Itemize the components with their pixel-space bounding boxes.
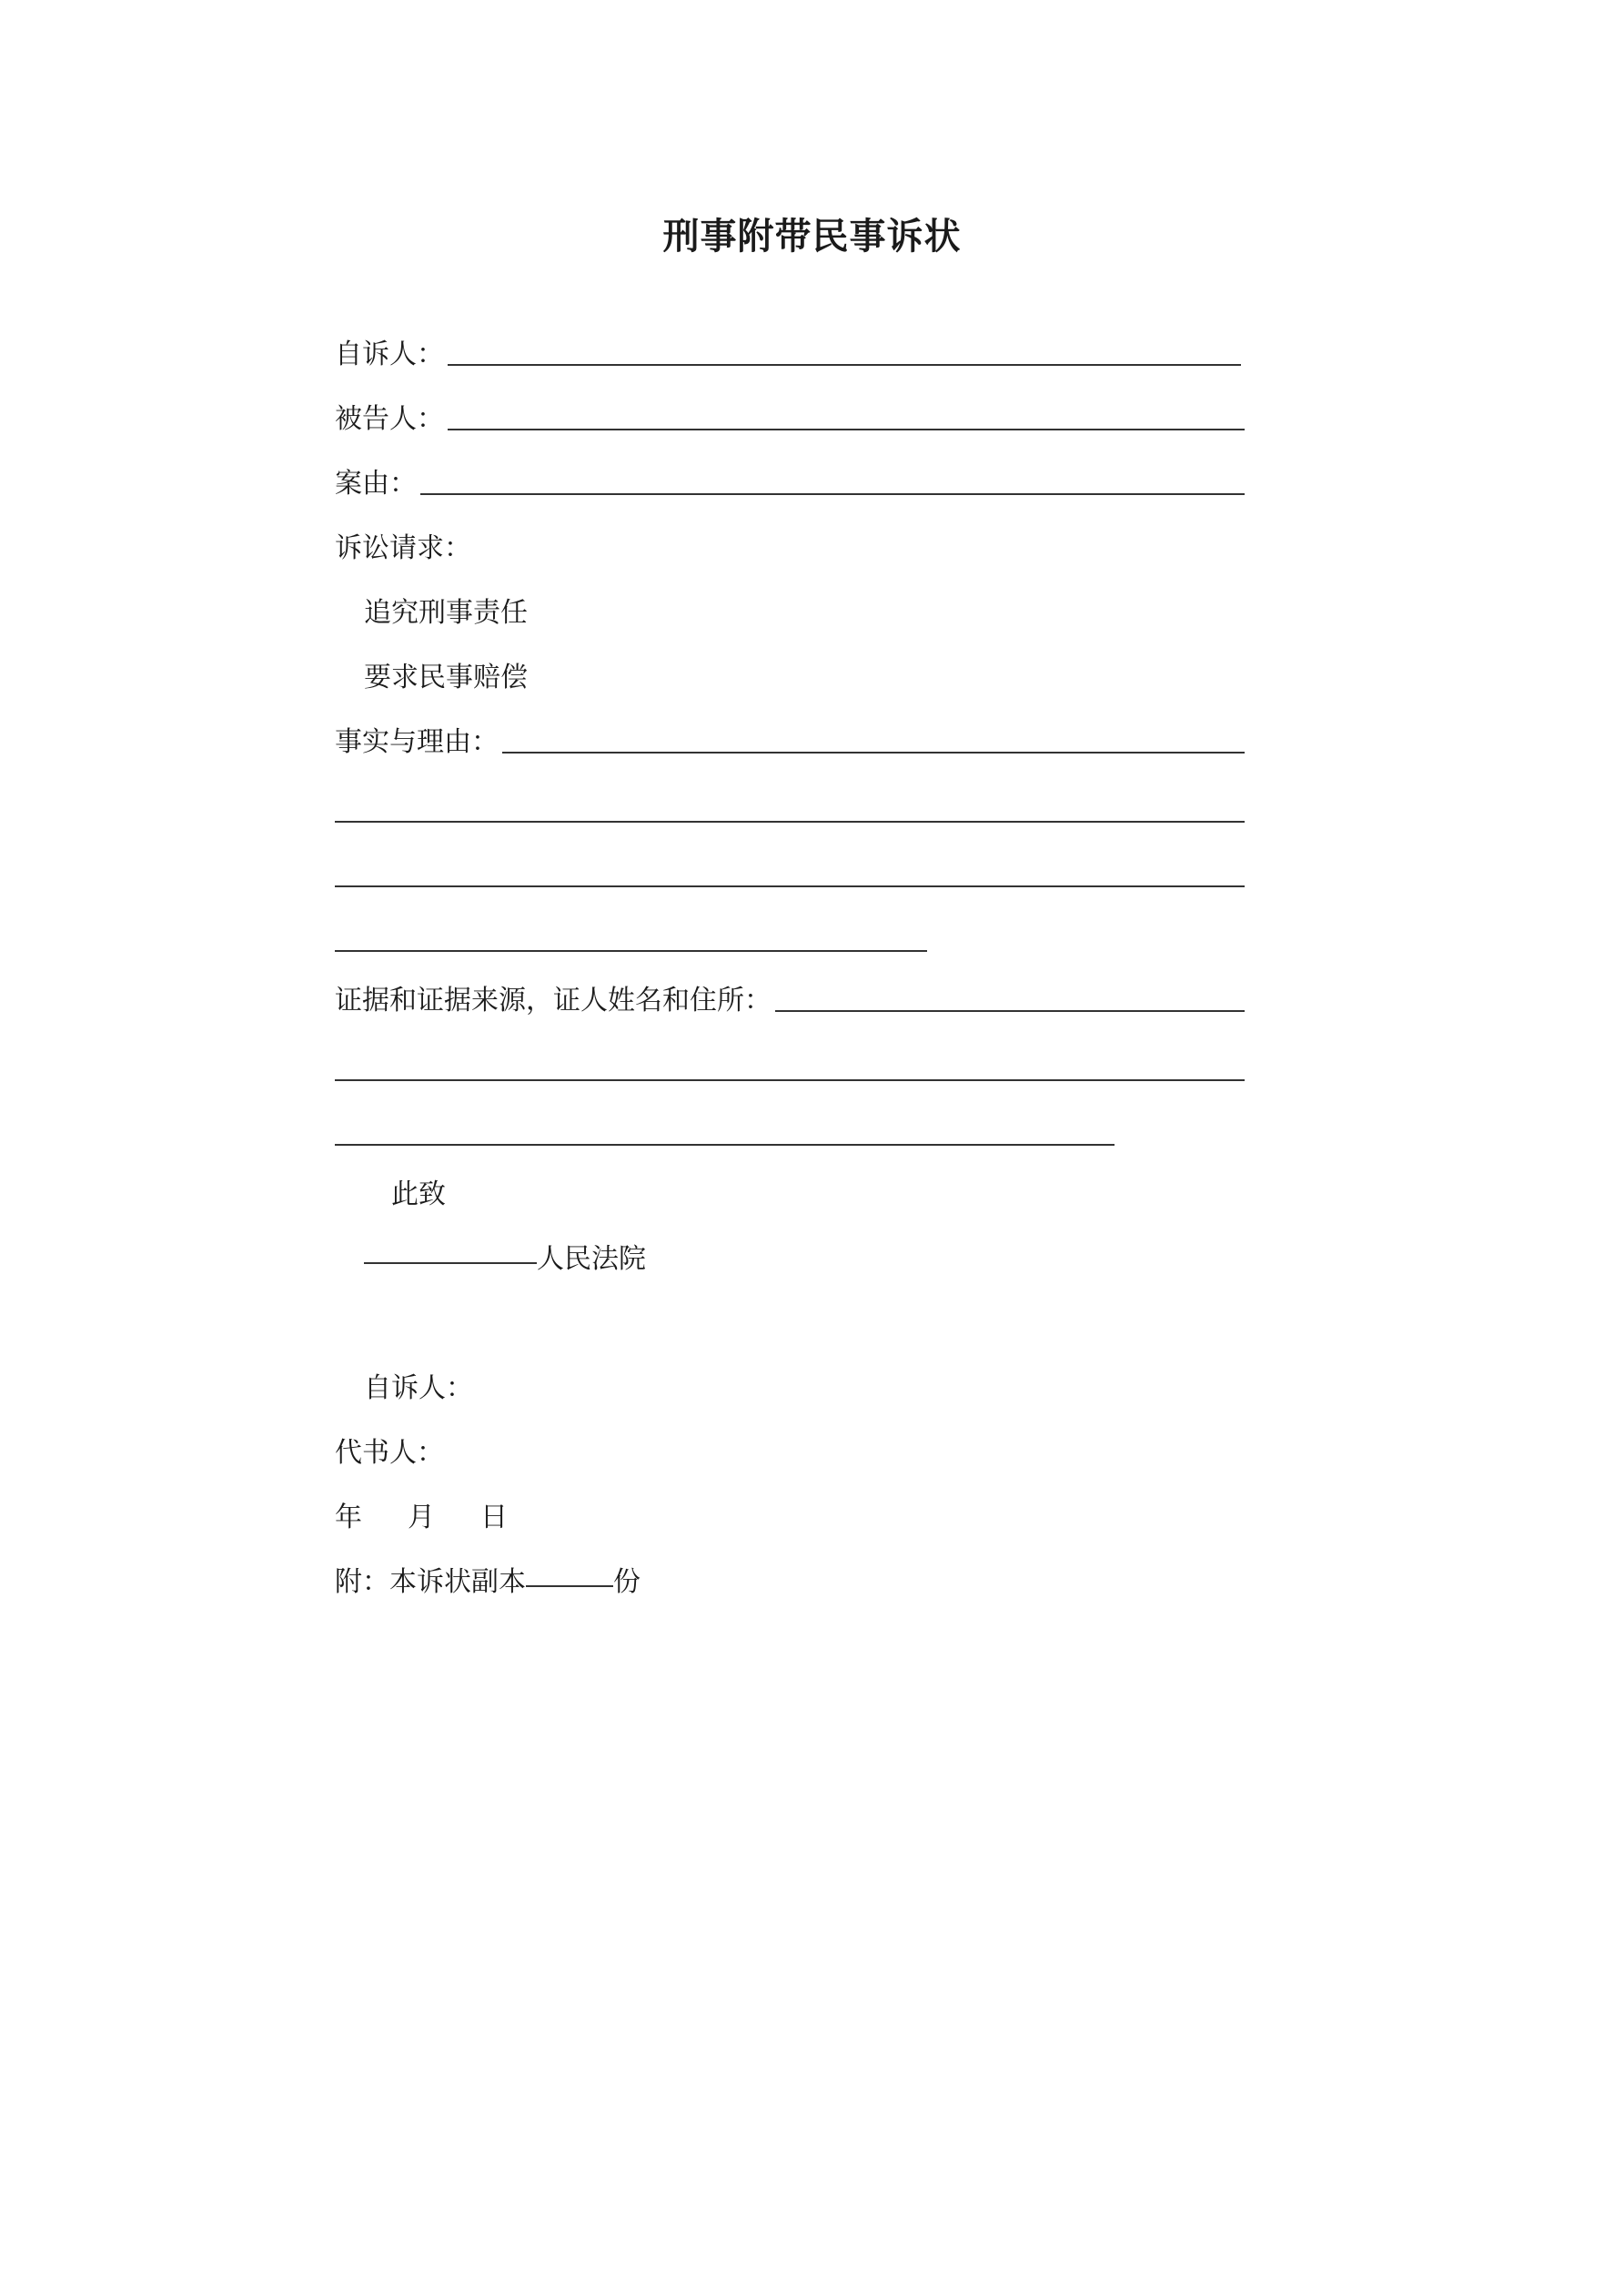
- attachment-suffix: 份: [613, 1566, 641, 1598]
- salutation: 此致: [391, 1178, 446, 1210]
- attachment-line: [335, 1561, 641, 1604]
- facts-blank-2[interactable]: [335, 821, 1245, 823]
- date-month: 月: [408, 1502, 435, 1533]
- facts-label: 事实与理由：: [335, 726, 499, 758]
- attachment-prefix: 附：本诉状副本: [335, 1566, 526, 1598]
- claims-label: 诉讼请求：: [335, 532, 471, 564]
- document-title: 刑事附带民事诉状: [662, 215, 962, 258]
- facts-field: [335, 721, 1245, 764]
- defendant-label: 被告人：: [335, 403, 444, 435]
- facts-blank-1[interactable]: [502, 752, 1245, 754]
- court-line: [364, 1238, 646, 1281]
- date-day: 日: [480, 1502, 508, 1533]
- signer-scribe: 代书人：: [335, 1437, 444, 1469]
- plaintiff-label: 自诉人：: [335, 339, 444, 370]
- evidence-blank-1[interactable]: [775, 1010, 1245, 1012]
- claim-item-1: 追究刑事责任: [364, 597, 528, 629]
- defendant-blank[interactable]: [448, 429, 1245, 430]
- cause-label: 案由：: [335, 468, 417, 500]
- signer-plaintiff: 自诉人：: [364, 1372, 473, 1404]
- evidence-field: [335, 979, 1245, 1023]
- plaintiff-field: [335, 333, 1241, 377]
- defendant-field: [335, 398, 1245, 441]
- evidence-blank-3[interactable]: [335, 1144, 1115, 1146]
- cause-blank[interactable]: [420, 493, 1245, 495]
- cause-field: [335, 462, 1245, 506]
- date-line: [335, 1496, 508, 1540]
- evidence-blank-2[interactable]: [335, 1079, 1245, 1081]
- court-name-blank[interactable]: [364, 1262, 537, 1264]
- claim-item-2: 要求民事赔偿: [364, 662, 528, 693]
- attachment-count-blank[interactable]: [526, 1585, 613, 1587]
- evidence-label: 证据和证据来源，证人姓名和住所：: [335, 985, 772, 1017]
- facts-blank-4[interactable]: [335, 950, 927, 952]
- date-year: 年: [335, 1502, 362, 1533]
- plaintiff-blank[interactable]: [448, 364, 1241, 366]
- facts-blank-3[interactable]: [335, 885, 1245, 887]
- court-suffix: 人民法院: [537, 1243, 646, 1275]
